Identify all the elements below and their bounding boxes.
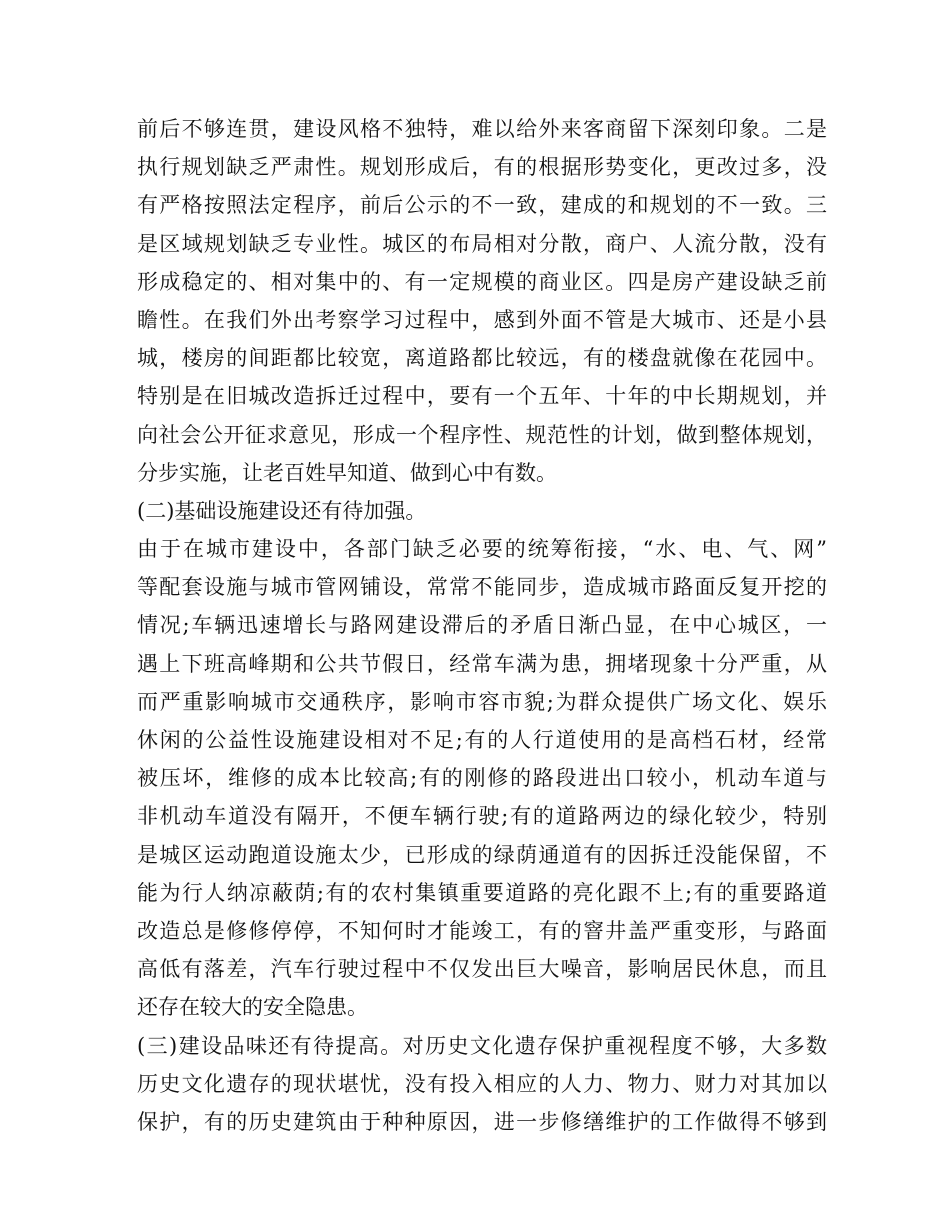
text-line: 瞻性。在我们外出考察学习过程中，感到外面不管是大城市、还是小县 (137, 307, 827, 332)
paragraph-last-line: 还存在较大的安全隐患。 (137, 995, 368, 1020)
body-text (137, 110, 827, 1141)
text-line: 城，楼房的间距都比较宽，离道路都比较远，有的楼盘就像在花园中。 (137, 346, 827, 371)
text-line: 执行规划缺乏严肃性。规划形成后，有的根据形势变化，更改过多，没 (137, 155, 827, 180)
text-line: 是城区运动跑道设施太少，已形成的绿荫通道有的因拆迁没能保留，不 (137, 842, 827, 867)
section-heading: (二)基础设施建设还有待加强。 (137, 498, 427, 523)
text-line: 特别是在旧城改造拆迁过程中，要有一个五年、十年的中长期规划，并 (137, 384, 827, 409)
section-heading-line: (三)建设品味还有待提高。对历史文化遗存保护重视程度不够，大多数 (137, 1033, 827, 1058)
text-line: 情况;车辆迅速增长与路网建设滞后的矛盾日渐凸显，在中心城区，一 (137, 613, 827, 638)
text-line: 保护，有的历史建筑由于种种原因，进一步修缮维护的工作做得不够到 (137, 1109, 827, 1134)
text-line: 能为行人纳凉蔽荫;有的农村集镇重要道路的亮化跟不上;有的重要路道 (137, 880, 827, 905)
text-line: 由于在城市建设中，各部门缺乏必要的统筹衔接，“水、电、气、网” (137, 537, 827, 562)
text-line: 休闲的公益性设施建设相对不足;有的人行道使用的是高档石材，经常 (137, 728, 827, 752)
text-line: 非机动车道没有隔开，不便车辆行驶;有的道路两边的绿化较少，特别 (137, 804, 827, 829)
text-line: 是区域规划缺乏专业性。城区的布局相对分散，商户、人流分散，没有 (137, 231, 827, 256)
text-line: 遇上下班高峰期和公共节假日，经常车满为患，拥堵现象十分严重，从 (137, 651, 827, 676)
text-line: 改造总是修修停停，不知何时才能竣工，有的窨井盖严重变形，与路面 (137, 918, 827, 943)
text-line: 前后不够连贯，建设风格不独特，难以给外来客商留下深刻印象。二是 (137, 117, 827, 141)
text-line: 有严格按照法定程序，前后公示的不一致，建成的和规划的不一致。三 (137, 193, 827, 218)
text-line: 形成稳定的、相对集中的、有一定规模的商业区。四是房产建设缺乏前 (137, 269, 827, 294)
text-line: 向社会公开征求意见，形成一个程序性、规范性的计划，做到整体规划， (137, 422, 827, 447)
text-line: 而严重影响城市交通秩序，影响市容市貌;为群众提供广场文化、娱乐 (137, 689, 827, 714)
text-line: 历史文化遗存的现状堪忧，没有投入相应的人力、物力、财力对其加以 (137, 1071, 827, 1096)
text-line: 被压坏，维修的成本比较高;有的刚修的路段进出口较小，机动车道与 (137, 766, 827, 791)
text-line: 高低有落差，汽车行驶过程中不仅发出巨大噪音，影响居民休息，而且 (137, 957, 827, 982)
paragraph-last-line: 分步实施，让老百姓早知道、做到心中有数。 (137, 460, 557, 485)
text-line: 等配套设施与城市管网铺设，常常不能同步，造成城市路面反复开挖的 (137, 575, 827, 600)
